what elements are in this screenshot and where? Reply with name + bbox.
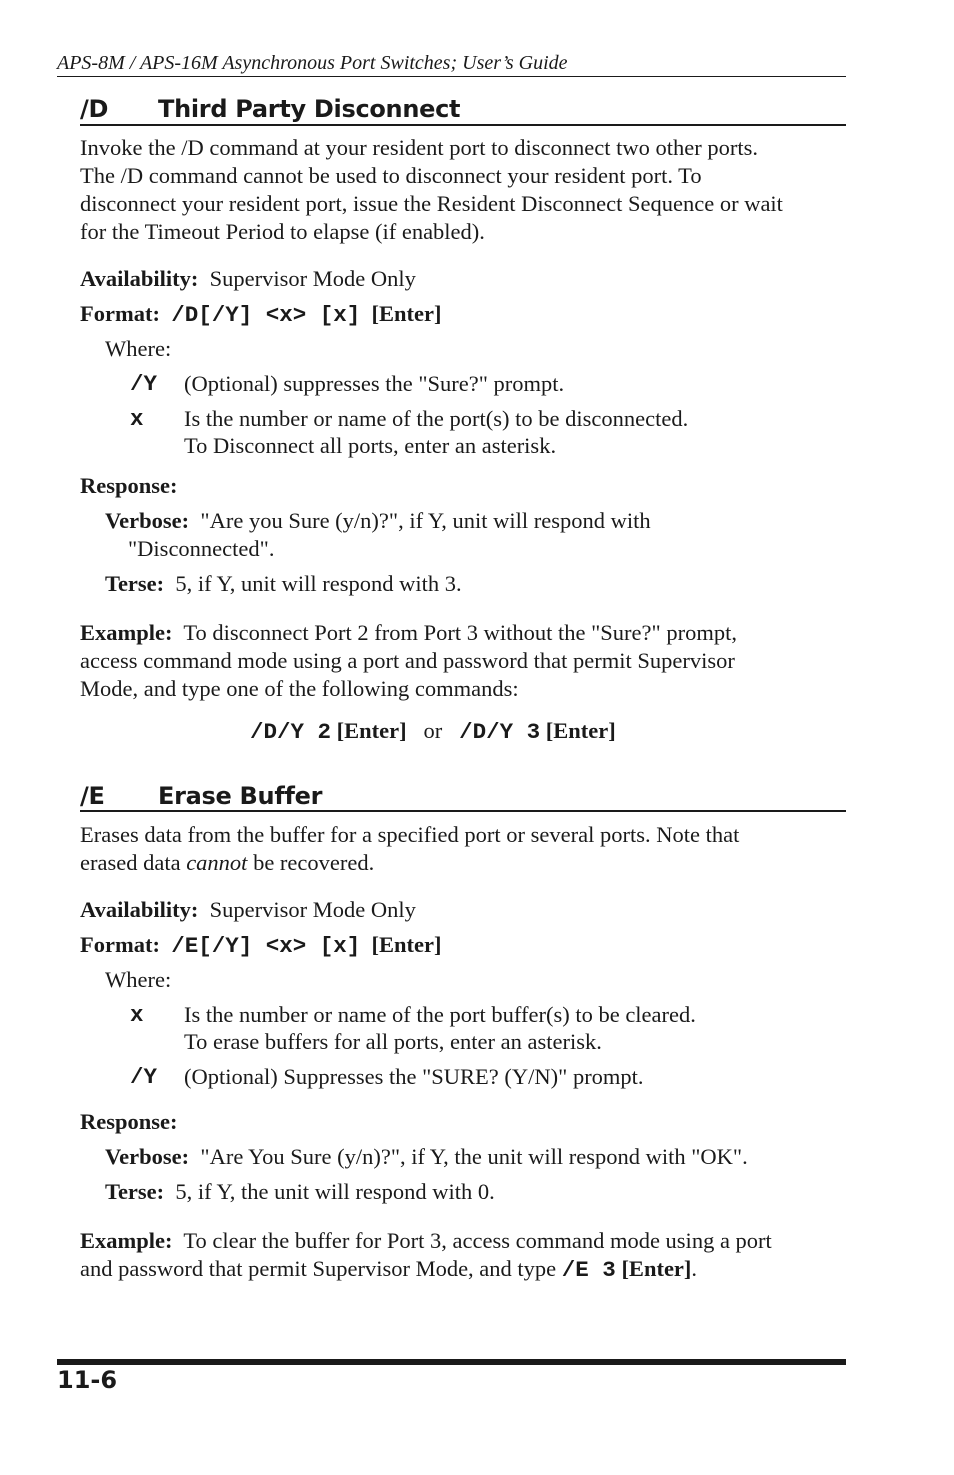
terse-label: Terse: [105, 571, 165, 596]
terse-value: 5, if Y, unit will respond with 3. [175, 571, 462, 596]
section-d-format [80, 300, 441, 329]
section-e-example-line-1: Example: To clear the buffer for Port 3, access command mode using a port [80, 1228, 772, 1253]
verbose-line-1: "Are you Sure (y/n)?", if Y, unit will respond with [200, 508, 651, 533]
section-e-response-label: Response: [80, 1109, 178, 1134]
section-d-verbose-line-2: "Disconnected". [128, 536, 275, 561]
section-e-terse [105, 1178, 495, 1206]
section-e-param-key-x: x [130, 1002, 144, 1028]
format-label: Format: [80, 301, 160, 326]
section-d-example-commands [250, 717, 616, 746]
section-e-title: Erase Buffer [158, 782, 323, 810]
section-d-response-label: Response: [80, 473, 178, 498]
availability-value: Supervisor Mode Only [209, 266, 416, 291]
section-e-param-desc-x-line-1: Is the number or name of the port buffer(s) to be cleared. [184, 1002, 696, 1027]
section-d-param-key-x: x [130, 406, 144, 432]
section-e-param-desc-x-line-2: To erase buffers for all ports, enter an asterisk. [184, 1029, 602, 1054]
format-enter: [Enter] [371, 932, 442, 957]
section-e-where-label: Where: [105, 967, 172, 992]
section-e-param-key-y: /Y [130, 1064, 158, 1090]
verbose-label: Verbose: [105, 1144, 190, 1169]
section-d-param-desc-y: (Optional) suppresses the "Sure?" prompt. [184, 371, 565, 396]
example-command-1: /D/Y 2 [250, 719, 332, 745]
format-enter: [Enter] [371, 301, 442, 326]
section-e-example-line-2: and password that permit Supervisor Mode, and type /E 3 [Enter]. [80, 1256, 698, 1283]
example-enter-1: [Enter] [336, 718, 407, 743]
terse-label: Terse: [105, 1179, 165, 1204]
section-d-code: /D [80, 95, 109, 123]
section-e-intro-line-2: erased data cannot be recovered. [80, 850, 375, 875]
example-or: or [423, 718, 443, 743]
section-e-code: /E [80, 782, 105, 810]
footer-rule [57, 1359, 846, 1365]
section-e-verbose [105, 1143, 748, 1171]
section-e-param-desc-y: (Optional) Suppresses the "SURE? (Y/N)" prompt. [184, 1064, 644, 1089]
verbose-label: Verbose: [105, 508, 190, 533]
example-enter-2: [Enter] [545, 718, 616, 743]
section-d-intro-line-2: The /D command cannot be used to disconnect your resident port. To [80, 163, 702, 188]
section-d-verbose [105, 507, 651, 535]
section-d-where-label: Where: [105, 336, 172, 361]
section-d-intro-line-4: for the Timeout Period to elapse (if enabled). [80, 219, 485, 244]
example-command: /E 3 [561, 1257, 616, 1283]
page-number: 11-6 [57, 1366, 118, 1394]
section-d-intro-line-3: disconnect your resident port, issue the Resident Disconnect Sequence or wait [80, 191, 783, 216]
section-d-intro-line-1: Invoke the /D command at your resident port to disconnect two other ports. [80, 135, 758, 160]
example-label: Example: [80, 620, 173, 645]
format-command: /D[/Y] <x> [x] [171, 302, 361, 328]
section-d-title: Third Party Disconnect [158, 95, 461, 123]
format-command: /E[/Y] <x> [x] [171, 933, 361, 959]
section-d-param-key-y: /Y [130, 371, 158, 397]
verbose-value: "Are You Sure (y/n)?", if Y, the unit will respond with "OK". [200, 1144, 748, 1169]
section-e-rule [80, 810, 846, 812]
section-d-example-line-1: Example: To disconnect Port 2 from Port 3 without the "Sure?" prompt, [80, 620, 737, 645]
availability-label: Availability: [80, 266, 199, 291]
header-rule [57, 76, 846, 77]
availability-label: Availability: [80, 897, 199, 922]
section-e-availability [80, 896, 416, 924]
section-d-rule [80, 124, 846, 126]
section-d-example-line-2: access command mode using a port and password that permit Supervisor [80, 648, 735, 673]
example-command-2: /D/Y 3 [459, 719, 541, 745]
example-label: Example: [80, 1228, 173, 1253]
section-d-availability [80, 265, 416, 293]
section-d-param-desc-x-line-1: Is the number or name of the port(s) to be disconnected. [184, 406, 689, 431]
section-d-terse [105, 570, 462, 598]
running-header: APS-8M / APS-16M Asynchronous Port Switches; User’s Guide [57, 52, 568, 74]
section-e-intro-line-1: Erases data from the buffer for a specified port or several ports. Note that [80, 822, 740, 847]
terse-value: 5, if Y, the unit will respond with 0. [175, 1179, 495, 1204]
availability-value: Supervisor Mode Only [209, 897, 416, 922]
section-d-example-line-3: Mode, and type one of the following commands: [80, 676, 519, 701]
section-e-format [80, 931, 441, 960]
format-label: Format: [80, 932, 160, 957]
emphasis-cannot: cannot [186, 850, 248, 875]
example-enter: [Enter] [621, 1256, 692, 1281]
section-d-param-desc-x-line-2: To Disconnect all ports, enter an asterisk. [184, 433, 557, 458]
